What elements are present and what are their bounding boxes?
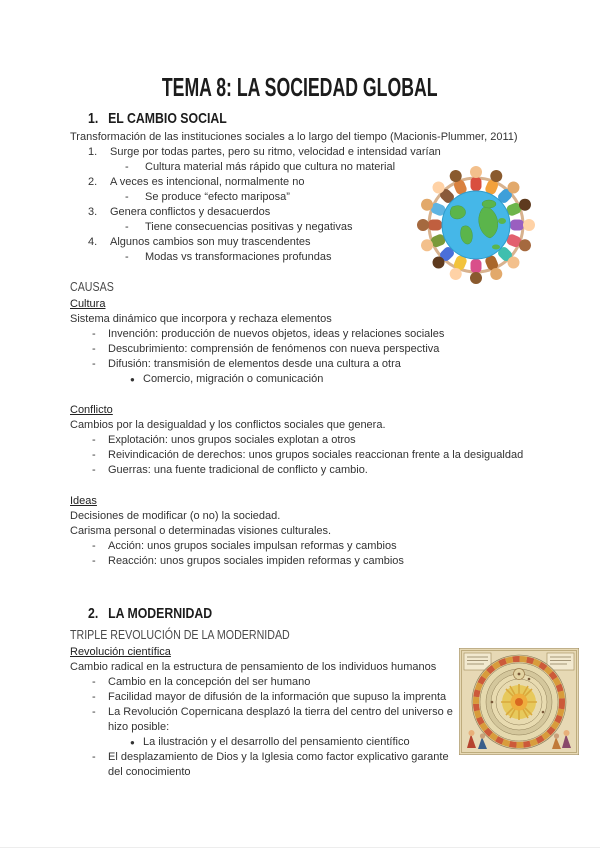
causas-heading: CAUSAS bbox=[70, 279, 114, 294]
bullet-item bbox=[70, 357, 565, 372]
bullet-item bbox=[70, 433, 565, 448]
item-number: 3. bbox=[88, 206, 98, 218]
dash-marker: - bbox=[125, 161, 129, 173]
bullet-text: Cambio en la concepción del ser humano bbox=[108, 676, 311, 688]
bullet-text: Explotación: unos grupos sociales explotan a otros bbox=[108, 434, 356, 446]
ideas-desc-2: Carisma personal o determinadas visiones culturales. bbox=[70, 525, 332, 537]
revolucion-cientifica-desc: Cambio radical en la estructura de pensamiento de los individuos humanos bbox=[70, 661, 437, 673]
bullet-text: Descubrimiento: comprensión de fenómenos con nueva perspectiva bbox=[108, 343, 440, 355]
sub-item-text: Cultura material más rápido que cultura no material bbox=[145, 161, 396, 173]
dash-marker: - bbox=[125, 251, 129, 263]
conflicto-label: Conflicto bbox=[70, 404, 113, 416]
bullet-item bbox=[70, 539, 565, 554]
page-title bbox=[0, 0, 600, 102]
section-2-heading bbox=[88, 605, 565, 623]
sub-item-text: Se produce “efecto mariposa” bbox=[145, 191, 290, 203]
cultura-label: Cultura bbox=[70, 298, 106, 310]
copernican-celestial-map-image bbox=[459, 648, 579, 755]
children-ring bbox=[417, 166, 535, 284]
dash-marker: - bbox=[92, 449, 96, 461]
item-text: Genera conflictos y desacuerdos bbox=[110, 206, 271, 218]
dash-marker: - bbox=[125, 221, 129, 233]
bullet-text: Guerras: una fuente tradicional de conflicto y cambio. bbox=[108, 464, 368, 476]
section-1-heading bbox=[88, 110, 565, 128]
bullet-item bbox=[70, 448, 565, 463]
revolucion-cientifica-label: Revolución científica bbox=[70, 646, 171, 658]
section-2-number: 2. bbox=[88, 605, 99, 622]
dash-marker: - bbox=[92, 751, 96, 763]
map-sun bbox=[501, 684, 537, 720]
dot-bullet-text: La ilustración y el desarrollo del pensamiento científico bbox=[143, 736, 410, 748]
dash-marker: - bbox=[92, 555, 96, 567]
dash-marker: - bbox=[92, 540, 96, 552]
dash-marker: - bbox=[92, 464, 96, 476]
ideas-label: Ideas bbox=[70, 495, 97, 507]
dash-marker: - bbox=[92, 706, 96, 718]
bullet-item bbox=[70, 554, 565, 569]
item-number: 2. bbox=[88, 176, 98, 188]
section-1-number: 1. bbox=[88, 110, 99, 127]
sub-item-text: Modas vs transformaciones profundas bbox=[145, 251, 332, 263]
globe bbox=[442, 191, 510, 259]
dot-marker: ● bbox=[130, 375, 135, 384]
section-2-title: LA MODERNIDAD bbox=[108, 605, 213, 622]
dot-marker: ● bbox=[130, 738, 135, 747]
dot-bullet-item bbox=[70, 372, 565, 387]
dash-marker: - bbox=[92, 358, 96, 370]
triple-revolucion-heading: TRIPLE REVOLUCIÓN DE LA MODERNIDAD bbox=[70, 627, 290, 642]
item-text: Surge por todas partes, pero su ritmo, velocidad e intensidad varían bbox=[110, 146, 441, 158]
children-around-globe-image bbox=[414, 163, 538, 285]
bullet-text: Facilidad mayor de difusión de la información que supuso la imprenta bbox=[108, 691, 447, 703]
cultura-desc: Sistema dinámico que incorpora y rechaza elementos bbox=[70, 313, 332, 325]
bullet-text: Reivindicación de derechos: unos grupos sociales reaccionan frente a la desigualdad bbox=[108, 449, 524, 461]
bullet-text: El desplazamiento de Dios y la Iglesia como factor explicativo garante del conocimiento bbox=[108, 751, 449, 778]
ideas-desc-1: Decisiones de modificar (o no) la sociedad. bbox=[70, 510, 281, 522]
bullet-text: La Revolución Copernicana desplazó la tierra del centro del universo e hizo posible: bbox=[108, 706, 453, 733]
dash-marker: - bbox=[92, 434, 96, 446]
dash-marker: - bbox=[92, 328, 96, 340]
section-1-title: EL CAMBIO SOCIAL bbox=[108, 110, 227, 127]
item-number: 1. bbox=[88, 146, 98, 158]
bullet-text: Acción: unos grupos sociales impulsan reformas y cambios bbox=[108, 540, 397, 552]
item-text: A veces es intencional, normalmente no bbox=[110, 176, 305, 188]
dash-marker: - bbox=[92, 691, 96, 703]
item-number: 4. bbox=[88, 236, 98, 248]
conflicto-desc: Cambios por la desigualdad y los conflictos sociales que genera. bbox=[70, 419, 386, 431]
dash-marker: - bbox=[125, 191, 129, 203]
sub-item-text: Tiene consecuencias positivas y negativas bbox=[145, 221, 353, 233]
item-text: Algunos cambios son muy trascendentes bbox=[110, 236, 311, 248]
bullet-text: Reacción: unos grupos sociales impiden reformas y cambios bbox=[108, 555, 404, 567]
bullet-text: Invención: producción de nuevos objetos, ideas y relaciones sociales bbox=[108, 328, 445, 340]
bullet-item bbox=[70, 463, 565, 478]
bullet-item bbox=[70, 342, 565, 357]
section-1-intro: Transformación de las instituciones sociales a lo largo del tiempo (Macionis-Plummer, 2011) bbox=[70, 131, 518, 143]
numbered-item bbox=[70, 145, 565, 160]
dash-marker: - bbox=[92, 676, 96, 688]
dash-marker: - bbox=[92, 343, 96, 355]
page-title-text: TEMA 8: LA SOCIEDAD GLOBAL bbox=[162, 72, 438, 102]
bullet-text: Difusión: transmisión de elementos desde una cultura a otra bbox=[108, 358, 401, 370]
bullet-item bbox=[70, 327, 565, 342]
dot-bullet-text: Comercio, migración o comunicación bbox=[143, 373, 324, 385]
